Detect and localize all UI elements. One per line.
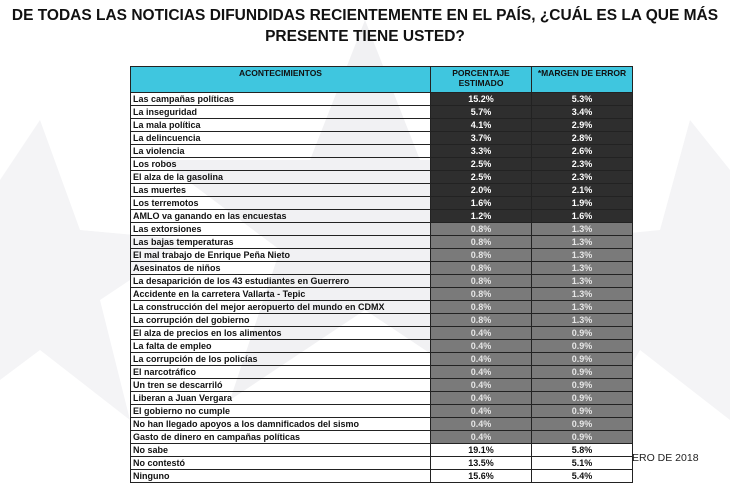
row-percentage: 0.4%: [431, 405, 532, 418]
row-margin-of-error: 1.3%: [532, 314, 633, 327]
row-margin-of-error: 1.3%: [532, 236, 633, 249]
row-label: Los robos: [131, 158, 431, 171]
row-label: AMLO va ganando en las encuestas: [131, 210, 431, 223]
row-label: La construcción del mejor aeropuerto del mundo en CDMX: [131, 301, 431, 314]
row-percentage: 0.4%: [431, 340, 532, 353]
row-percentage: 2.0%: [431, 184, 532, 197]
row-percentage: 0.8%: [431, 249, 532, 262]
table-row: [131, 132, 633, 145]
table-row: [131, 158, 633, 171]
table-row: [131, 457, 633, 470]
table-row: [131, 223, 633, 236]
row-label: La inseguridad: [131, 106, 431, 119]
table-row: [131, 444, 633, 457]
row-label: El alza de precios en los alimentos: [131, 327, 431, 340]
row-percentage: 5.7%: [431, 106, 532, 119]
table-row: [131, 184, 633, 197]
table-row: [131, 301, 633, 314]
row-percentage: 0.4%: [431, 392, 532, 405]
row-percentage: 3.3%: [431, 145, 532, 158]
title-line-2: PRESENTE TIENE USTED?: [265, 28, 465, 45]
row-margin-of-error: 0.9%: [532, 353, 633, 366]
row-percentage: 0.4%: [431, 353, 532, 366]
row-margin-of-error: 0.9%: [532, 366, 633, 379]
row-percentage: 13.5%: [431, 457, 532, 470]
row-label: La corrupción del gobierno: [131, 314, 431, 327]
row-margin-of-error: 5.8%: [532, 444, 633, 457]
row-label: La violencia: [131, 145, 431, 158]
row-margin-of-error: 5.4%: [532, 470, 633, 483]
row-margin-of-error: 0.9%: [532, 392, 633, 405]
row-label: Un tren se descarriló: [131, 379, 431, 392]
row-percentage: 3.7%: [431, 132, 532, 145]
table-row: [131, 405, 633, 418]
row-margin-of-error: 0.9%: [532, 327, 633, 340]
table-row: [131, 379, 633, 392]
column-header-margen: *MARGEN DE ERROR: [532, 67, 633, 93]
row-percentage: 15.2%: [431, 93, 532, 106]
row-percentage: 0.8%: [431, 262, 532, 275]
row-margin-of-error: 2.3%: [532, 171, 633, 184]
table-row: [131, 327, 633, 340]
row-label: Liberan a Juan Vergara: [131, 392, 431, 405]
row-margin-of-error: 1.3%: [532, 288, 633, 301]
table-row: [131, 119, 633, 132]
row-label: Accidente en la carretera Vallarta - Tepic: [131, 288, 431, 301]
row-margin-of-error: 1.3%: [532, 275, 633, 288]
row-percentage: 0.8%: [431, 223, 532, 236]
row-margin-of-error: 5.1%: [532, 457, 633, 470]
row-label: El gobierno no cumple: [131, 405, 431, 418]
row-margin-of-error: 5.3%: [532, 93, 633, 106]
row-margin-of-error: 2.1%: [532, 184, 633, 197]
row-label: No contestó: [131, 457, 431, 470]
row-margin-of-error: 0.9%: [532, 379, 633, 392]
footnote-date: ERO DE 2018: [632, 452, 699, 464]
table-row: [131, 353, 633, 366]
row-percentage: 0.8%: [431, 314, 532, 327]
row-percentage: 4.1%: [431, 119, 532, 132]
row-margin-of-error: 1.3%: [532, 249, 633, 262]
table-row: [131, 418, 633, 431]
row-margin-of-error: 3.4%: [532, 106, 633, 119]
row-margin-of-error: 0.9%: [532, 405, 633, 418]
table-row: [131, 145, 633, 158]
row-margin-of-error: 2.8%: [532, 132, 633, 145]
table-row: [131, 106, 633, 119]
row-margin-of-error: 1.3%: [532, 301, 633, 314]
row-label: Las muertes: [131, 184, 431, 197]
table-row: [131, 431, 633, 444]
row-margin-of-error: 2.9%: [532, 119, 633, 132]
row-percentage: 2.5%: [431, 171, 532, 184]
row-margin-of-error: 1.6%: [532, 210, 633, 223]
page-title: [0, 5, 730, 47]
news-table: [130, 66, 633, 483]
table-row: [131, 366, 633, 379]
table-row: [131, 275, 633, 288]
table-row: [131, 93, 633, 106]
table-row: [131, 470, 633, 483]
row-label: Asesinatos de niños: [131, 262, 431, 275]
table-row: [131, 262, 633, 275]
row-label: La corrupción de los policías: [131, 353, 431, 366]
table-row: [131, 171, 633, 184]
row-label: La desaparición de los 43 estudiantes en Guerrero: [131, 275, 431, 288]
row-percentage: 2.5%: [431, 158, 532, 171]
row-label: No sabe: [131, 444, 431, 457]
row-margin-of-error: 2.6%: [532, 145, 633, 158]
table-header-row: [131, 67, 633, 93]
row-percentage: 19.1%: [431, 444, 532, 457]
row-label: No han llegado apoyos a los damnificados del sismo: [131, 418, 431, 431]
row-percentage: 0.8%: [431, 236, 532, 249]
row-margin-of-error: 2.3%: [532, 158, 633, 171]
row-label: La delincuencia: [131, 132, 431, 145]
table-row: [131, 236, 633, 249]
row-percentage: 1.6%: [431, 197, 532, 210]
row-label: La falta de empleo: [131, 340, 431, 353]
column-header-acontecimientos: ACONTECIMIENTOS: [131, 67, 431, 93]
row-label: El alza de la gasolina: [131, 171, 431, 184]
row-margin-of-error: 0.9%: [532, 418, 633, 431]
table-body: [131, 93, 633, 483]
table-row: [131, 249, 633, 262]
row-percentage: 1.2%: [431, 210, 532, 223]
table-row: [131, 210, 633, 223]
row-label: Las extorsiones: [131, 223, 431, 236]
row-label: Las campañas políticas: [131, 93, 431, 106]
row-percentage: 0.8%: [431, 288, 532, 301]
column-header-porcentaje-label: PORCENTAJE ESTIMADO: [452, 68, 510, 88]
table-row: [131, 197, 633, 210]
table-row: [131, 392, 633, 405]
row-percentage: 0.8%: [431, 301, 532, 314]
row-margin-of-error: 0.9%: [532, 340, 633, 353]
row-percentage: 0.8%: [431, 275, 532, 288]
row-percentage: 0.4%: [431, 379, 532, 392]
column-header-porcentaje: [431, 67, 532, 93]
row-label: El mal trabajo de Enrique Peña Nieto: [131, 249, 431, 262]
table-row: [131, 314, 633, 327]
row-label: Las bajas temperaturas: [131, 236, 431, 249]
row-margin-of-error: 1.9%: [532, 197, 633, 210]
row-label: Gasto de dinero en campañas políticas: [131, 431, 431, 444]
row-margin-of-error: 1.3%: [532, 262, 633, 275]
row-percentage: 15.6%: [431, 470, 532, 483]
row-label: La mala política: [131, 119, 431, 132]
row-percentage: 0.4%: [431, 431, 532, 444]
table-row: [131, 340, 633, 353]
row-percentage: 0.4%: [431, 327, 532, 340]
title-line-1: DE TODAS LAS NOTICIAS DIFUNDIDAS RECIENTEMENTE EN EL PAÍS, ¿CUÁL ES LA QUE MÁS: [11, 7, 719, 24]
row-margin-of-error: 0.9%: [532, 431, 633, 444]
row-label: Ninguno: [131, 470, 431, 483]
row-margin-of-error: 1.3%: [532, 223, 633, 236]
row-label: El narcotráfico: [131, 366, 431, 379]
table-row: [131, 288, 633, 301]
row-label: Los terremotos: [131, 197, 431, 210]
row-percentage: 0.4%: [431, 366, 532, 379]
row-percentage: 0.4%: [431, 418, 532, 431]
